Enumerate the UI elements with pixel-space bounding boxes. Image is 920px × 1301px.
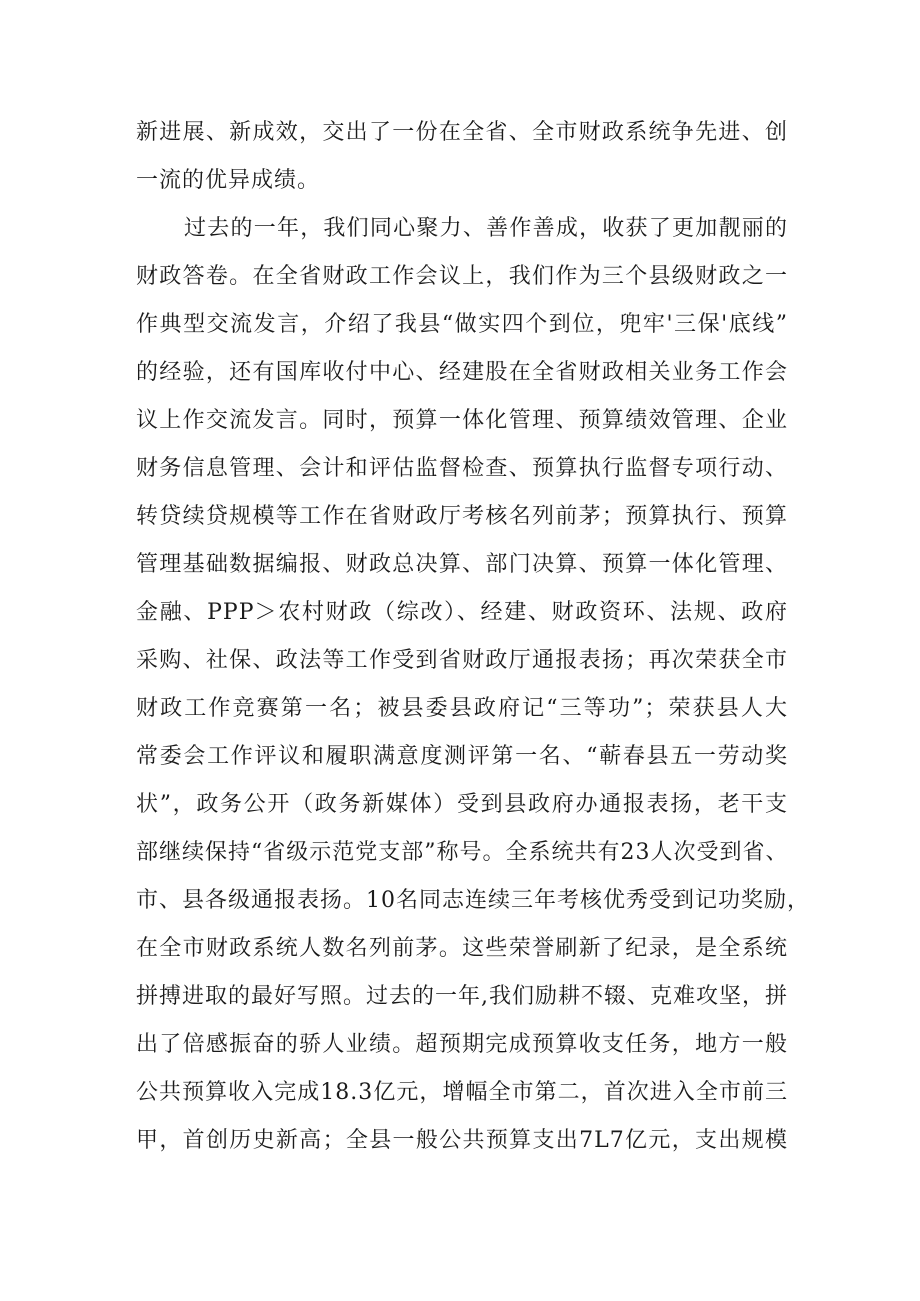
text-line: 市、县各级通报表扬。10名同志连续三年考核优秀受到记功奖励， [136,888,810,913]
text-line: 部继续保持“省级示范党支部”称号。全系统共有23人次受到省、 [136,840,789,865]
text-line: 的经验，还有国库收付中心、经建股在全省财政相关业务工作会 [136,360,788,385]
text-line: 转贷续贷规模等工作在省财政厅考核名列前茅；预算执行、预算 [136,504,788,529]
text-line: 状”，政务公开（政务新媒体）受到县政府办通报表扬，老干支 [136,792,788,817]
text-line: 管理基础数据编报、财政总决算、部门决算、预算一体化管理、 [136,552,788,577]
text-line: 作典型交流发言，介绍了我县“做实四个到位，兜牢'三保'底线” [136,312,788,337]
text-line: 财政工作竞赛第一名；被县委县政府记“三等功”；荣获县人大 [136,696,788,721]
text-line: 财政答卷。在全省财政工作会议上，我们作为三个县级财政之一 [136,264,788,289]
text-line: 出了倍感振奋的骄人业绩。超预期完成预算收支任务，地方一般 [136,1032,788,1057]
paragraph-first-line: 过去的一年，我们同心聚力、善作善成，收获了更加靓丽的 [184,216,788,241]
text-line: 议上作交流发言。同时，预算一体化管理、预算绩效管理、企业 [136,408,788,433]
text-line: 财务信息管理、会计和评估监督检查、预算执行监督专项行动、 [136,456,788,481]
text-line: 金融、PPP＞农村财政（综改）、经建、财政资环、法规、政府 [136,600,788,625]
text-line: 拼搏进取的最好写照。过去的一年,我们励耕不辍、克难攻坚，拼 [136,984,788,1009]
text-line: 公共预算收入完成18.3亿元，增幅全市第二，首次进入全市前三 [136,1080,788,1105]
text-line: 甲，首创历史新高；全县一般公共预算支出7L7亿元，支出规模 [136,1128,788,1153]
text-line: 一流的优异成绩。 [136,168,321,193]
text-line: 在全市财政系统人数名列前茅。这些荣誉刷新了纪录，是全系统 [136,936,788,961]
text-line: 采购、社保、政法等工作受到省财政厅通报表扬；再次荣获全市 [136,648,788,673]
text-line: 常委会工作评议和履职满意度测评第一名、“蕲春县五一劳动奖 [136,744,788,769]
text-line: 新进展、新成效，交出了一份在全省、全市财政系统争先进、创 [136,120,788,145]
